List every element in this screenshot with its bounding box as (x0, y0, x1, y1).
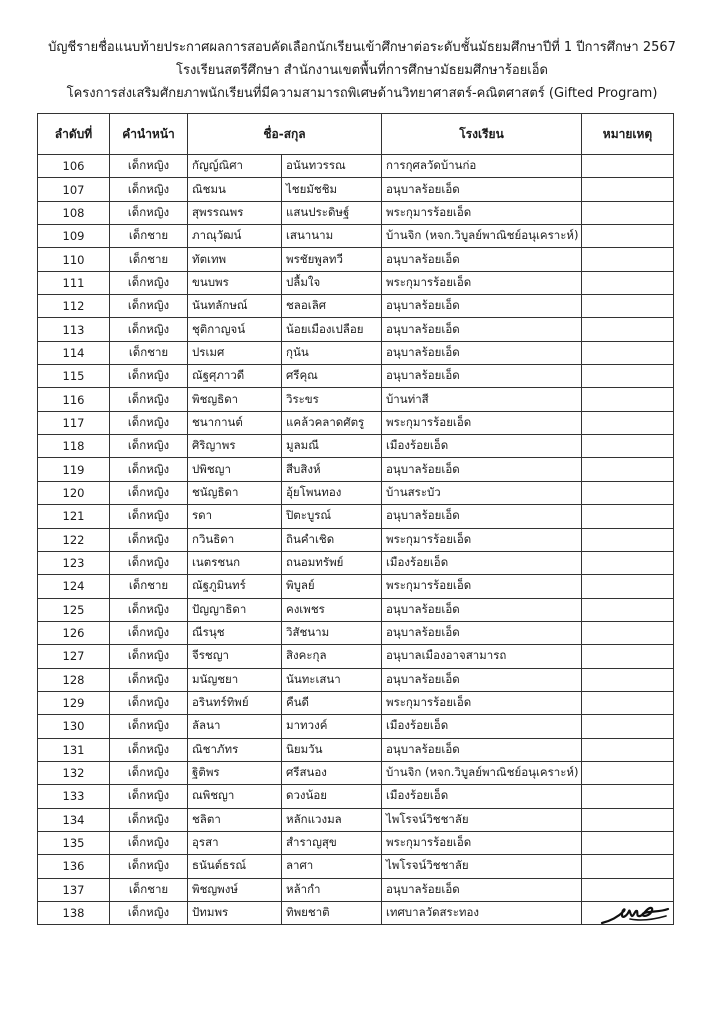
table-row (38, 201, 674, 224)
cell-last-name: ถินคำเชิด (282, 528, 382, 551)
cell-prefix: เด็กหญิง (110, 691, 188, 714)
cell-first-name: รดา (188, 505, 282, 528)
cell-school: ไพโรจน์วิชชาลัย (382, 855, 582, 878)
cell-last-name: ถนอมทรัพย์ (282, 551, 382, 574)
cell-note (582, 481, 674, 504)
cell-note (582, 761, 674, 784)
cell-prefix: เด็กชาย (110, 878, 188, 901)
cell-last-name: คืนดี (282, 691, 382, 714)
cell-last-name: มูลมณี (282, 435, 382, 458)
table-row (38, 225, 674, 248)
cell-note (582, 178, 674, 201)
cell-note (582, 318, 674, 341)
cell-prefix: เด็กหญิง (110, 295, 188, 318)
table-row (38, 295, 674, 318)
table-row (38, 621, 674, 644)
cell-last-name: ทิพยชาติ (282, 902, 382, 925)
cell-first-name: ปพิชญา (188, 458, 282, 481)
cell-prefix: เด็กชาย (110, 248, 188, 271)
cell-prefix: เด็กหญิง (110, 481, 188, 504)
cell-school: อนุบาลร้อยเอ็ด (382, 598, 582, 621)
cell-first-name: ปัทมพร (188, 902, 282, 925)
cell-no: 134 (38, 808, 110, 831)
table-row (38, 575, 674, 598)
cell-school: อนุบาลร้อยเอ็ด (382, 621, 582, 644)
cell-prefix: เด็กหญิง (110, 598, 188, 621)
cell-school: อนุบาลร้อยเอ็ด (382, 365, 582, 388)
table-row (38, 505, 674, 528)
cell-no: 126 (38, 621, 110, 644)
table-row (38, 341, 674, 364)
cell-prefix: เด็กหญิง (110, 831, 188, 854)
table-row (38, 388, 674, 411)
cell-school: อนุบาลร้อยเอ็ด (382, 458, 582, 481)
cell-no: 130 (38, 715, 110, 738)
cell-first-name: ณิชาภัทร (188, 738, 282, 761)
cell-no: 127 (38, 645, 110, 668)
cell-last-name: อนันทวรรณ (282, 155, 382, 178)
cell-no: 119 (38, 458, 110, 481)
cell-note (582, 785, 674, 808)
table-row (38, 785, 674, 808)
cell-no: 120 (38, 481, 110, 504)
cell-school: อนุบาลร้อยเอ็ด (382, 178, 582, 201)
cell-note (582, 435, 674, 458)
cell-prefix: เด็กหญิง (110, 785, 188, 808)
document-header (0, 36, 724, 105)
student-roster-table (37, 113, 674, 925)
table-row (38, 365, 674, 388)
cell-no: 122 (38, 528, 110, 551)
cell-prefix: เด็กหญิง (110, 738, 188, 761)
cell-school: พระกุมารร้อยเอ็ด (382, 575, 582, 598)
cell-first-name: ณพิชญา (188, 785, 282, 808)
table-row (38, 715, 674, 738)
cell-last-name: สีบสิงห์ (282, 458, 382, 481)
cell-note (582, 598, 674, 621)
school-name: โรงเรียนสตรีศึกษา สำนักงานเขตพื้นที่การศึกษามัธยมศึกษาร้อยเอ็ด (176, 63, 548, 78)
cell-last-name: ศรีคุณ (282, 365, 382, 388)
cell-school: อนุบาลร้อยเอ็ด (382, 505, 582, 528)
cell-prefix: เด็กหญิง (110, 178, 188, 201)
cell-last-name: แสนประดิษฐ์ (282, 201, 382, 224)
cell-note (582, 551, 674, 574)
cell-note (582, 341, 674, 364)
cell-note (582, 668, 674, 691)
cell-school: อนุบาลร้อยเอ็ด (382, 878, 582, 901)
table-row (38, 878, 674, 901)
cell-last-name: แคล้วคลาดศัตรู (282, 411, 382, 434)
cell-no: 121 (38, 505, 110, 528)
table-body (38, 155, 674, 925)
cell-last-name: หลักแวงมล (282, 808, 382, 831)
cell-no: 112 (38, 295, 110, 318)
cell-last-name: พรชัยพูลทวี (282, 248, 382, 271)
cell-school: พระกุมารร้อยเอ็ด (382, 528, 582, 551)
table-row (38, 738, 674, 761)
cell-prefix: เด็กหญิง (110, 458, 188, 481)
cell-school: เมืองร้อยเอ็ด (382, 715, 582, 738)
cell-no: 125 (38, 598, 110, 621)
cell-school: พระกุมารร้อยเอ็ด (382, 691, 582, 714)
cell-prefix: เด็กหญิง (110, 551, 188, 574)
document-title: บัญชีรายชื่อแนบท้ายประกาศผลการสอบคัดเลือกนักเรียนเข้าศึกษาต่อระดับชั้นมัธยมศึกษาปีที่ 1 ปีการศึกษา 2567 (48, 40, 676, 55)
cell-first-name: ณิชมน (188, 178, 282, 201)
cell-prefix: เด็กหญิง (110, 201, 188, 224)
cell-note (582, 528, 674, 551)
header-note: หมายเหตุ (582, 114, 674, 155)
table-row (38, 598, 674, 621)
cell-note (582, 248, 674, 271)
cell-last-name: น้อยเมืองเปลือย (282, 318, 382, 341)
cell-last-name: อุ้ยโพนทอง (282, 481, 382, 504)
cell-first-name: มนัญชยา (188, 668, 282, 691)
table-row (38, 248, 674, 271)
cell-prefix: เด็กชาย (110, 225, 188, 248)
table-row (38, 855, 674, 878)
cell-note (582, 458, 674, 481)
cell-last-name: พิบูลย์ (282, 575, 382, 598)
table-row (38, 691, 674, 714)
cell-first-name: ขนบพร (188, 271, 282, 294)
cell-note (582, 645, 674, 668)
cell-last-name: สำราญสุข (282, 831, 382, 854)
cell-note (582, 295, 674, 318)
cell-prefix: เด็กหญิง (110, 902, 188, 925)
cell-prefix: เด็กหญิง (110, 645, 188, 668)
cell-no: 106 (38, 155, 110, 178)
cell-prefix: เด็กหญิง (110, 271, 188, 294)
cell-prefix: เด็กหญิง (110, 365, 188, 388)
table-row (38, 831, 674, 854)
cell-school: พระกุมารร้อยเอ็ด (382, 201, 582, 224)
cell-no: 137 (38, 878, 110, 901)
table-row (38, 271, 674, 294)
cell-first-name: เนตรชนก (188, 551, 282, 574)
cell-first-name: ชุติกาญจน์ (188, 318, 282, 341)
cell-first-name: กวินธิดา (188, 528, 282, 551)
cell-last-name: วิสัชนาม (282, 621, 382, 644)
cell-school: พระกุมารร้อยเอ็ด (382, 411, 582, 434)
cell-school: เมืองร้อยเอ็ด (382, 435, 582, 458)
header-no: ลำดับที่ (38, 114, 110, 155)
cell-school: เทศบาลวัดสระทอง (382, 902, 582, 925)
cell-no: 110 (38, 248, 110, 271)
cell-school: อนุบาลร้อยเอ็ด (382, 248, 582, 271)
table-row (38, 808, 674, 831)
cell-note (582, 855, 674, 878)
table-row (38, 645, 674, 668)
cell-prefix: เด็กหญิง (110, 808, 188, 831)
cell-school: พระกุมารร้อยเอ็ด (382, 271, 582, 294)
table-row (38, 178, 674, 201)
cell-last-name: ลาศา (282, 855, 382, 878)
cell-note (582, 155, 674, 178)
cell-last-name: นิยมวัน (282, 738, 382, 761)
table-row (38, 435, 674, 458)
table-row (38, 458, 674, 481)
cell-last-name: ชลอเลิศ (282, 295, 382, 318)
cell-school: ไพโรจน์วิชชาลัย (382, 808, 582, 831)
table-row (38, 318, 674, 341)
cell-school: อนุบาลร้อยเอ็ด (382, 295, 582, 318)
cell-no: 135 (38, 831, 110, 854)
cell-last-name: สิงคะกุล (282, 645, 382, 668)
cell-first-name: ณีรนุช (188, 621, 282, 644)
cell-first-name: ภาณุวัฒน์ (188, 225, 282, 248)
cell-first-name: ทัตเทพ (188, 248, 282, 271)
cell-first-name: สุพรรณพร (188, 201, 282, 224)
cell-school: บ้านจิก (หจก.วิบูลย์พาณิชย์อนุเคราะห์) (382, 761, 582, 784)
cell-first-name: อรินทร์ทิพย์ (188, 691, 282, 714)
cell-prefix: เด็กหญิง (110, 621, 188, 644)
cell-no: 115 (38, 365, 110, 388)
cell-first-name: ชนัญธิดา (188, 481, 282, 504)
cell-first-name: อุรสา (188, 831, 282, 854)
cell-first-name: ปัญญาธิดา (188, 598, 282, 621)
cell-no: 131 (38, 738, 110, 761)
cell-note (582, 715, 674, 738)
cell-no: 107 (38, 178, 110, 201)
cell-prefix: เด็กหญิง (110, 855, 188, 878)
table-row (38, 761, 674, 784)
table-row (38, 528, 674, 551)
cell-no: 109 (38, 225, 110, 248)
cell-prefix: เด็กหญิง (110, 155, 188, 178)
cell-no: 111 (38, 271, 110, 294)
cell-school: อนุบาลเมืองอาจสามารถ (382, 645, 582, 668)
cell-note (582, 831, 674, 854)
cell-last-name: วิระขร (282, 388, 382, 411)
cell-first-name: ณัฐภูมินทร์ (188, 575, 282, 598)
cell-first-name: ชลิตา (188, 808, 282, 831)
cell-no: 123 (38, 551, 110, 574)
cell-last-name: กุนัน (282, 341, 382, 364)
cell-note (582, 201, 674, 224)
cell-school: เมืองร้อยเอ็ด (382, 551, 582, 574)
cell-note (582, 365, 674, 388)
cell-last-name: ดวงน้อย (282, 785, 382, 808)
cell-no: 132 (38, 761, 110, 784)
cell-no: 128 (38, 668, 110, 691)
cell-prefix: เด็กชาย (110, 341, 188, 364)
cell-prefix: เด็กหญิง (110, 528, 188, 551)
cell-first-name: จีรชญา (188, 645, 282, 668)
cell-note (582, 225, 674, 248)
cell-school: อนุบาลร้อยเอ็ด (382, 318, 582, 341)
cell-last-name: คงเพชร (282, 598, 382, 621)
cell-note (582, 271, 674, 294)
cell-last-name: เสนานาม (282, 225, 382, 248)
cell-prefix: เด็กชาย (110, 575, 188, 598)
cell-school: การกุศลวัดบ้านก่อ (382, 155, 582, 178)
header-prefix: คำนำหน้า (110, 114, 188, 155)
cell-first-name: นันทลักษณ์ (188, 295, 282, 318)
cell-no: 136 (38, 855, 110, 878)
table-header-row (38, 114, 674, 155)
cell-no: 114 (38, 341, 110, 364)
table-row (38, 668, 674, 691)
cell-no: 133 (38, 785, 110, 808)
cell-prefix: เด็กหญิง (110, 318, 188, 341)
cell-first-name: พิชญพงษ์ (188, 878, 282, 901)
cell-school: อนุบาลร้อยเอ็ด (382, 668, 582, 691)
cell-last-name: ไชยมัชชิม (282, 178, 382, 201)
cell-no: 116 (38, 388, 110, 411)
cell-prefix: เด็กหญิง (110, 761, 188, 784)
cell-note (582, 411, 674, 434)
cell-note (582, 738, 674, 761)
cell-note (582, 691, 674, 714)
cell-first-name: ปรเมศ (188, 341, 282, 364)
cell-prefix: เด็กหญิง (110, 388, 188, 411)
cell-first-name: ธนันต์ธรณ์ (188, 855, 282, 878)
cell-note (582, 621, 674, 644)
program-name: โครงการส่งเสริมศักยภาพนักเรียนที่มีความสามารถพิเศษด้านวิทยาศาสตร์-คณิตศาสตร์ (Gifted Program) (66, 86, 658, 101)
cell-no: 138 (38, 902, 110, 925)
cell-note (582, 505, 674, 528)
cell-last-name: มาทวงค์ (282, 715, 382, 738)
table-row (38, 551, 674, 574)
header-school: โรงเรียน (382, 114, 582, 155)
cell-prefix: เด็กหญิง (110, 668, 188, 691)
table-row (38, 902, 674, 925)
cell-school: อนุบาลร้อยเอ็ด (382, 738, 582, 761)
cell-school: บ้านสระบัว (382, 481, 582, 504)
cell-no: 124 (38, 575, 110, 598)
table-row (38, 481, 674, 504)
cell-prefix: เด็กหญิง (110, 505, 188, 528)
cell-no: 129 (38, 691, 110, 714)
cell-prefix: เด็กหญิง (110, 411, 188, 434)
cell-first-name: ลัลนา (188, 715, 282, 738)
cell-last-name: หล้ากำ (282, 878, 382, 901)
cell-note (582, 808, 674, 831)
cell-note (582, 388, 674, 411)
cell-last-name: ปลื้มใจ (282, 271, 382, 294)
cell-school: บ้านท่าสี (382, 388, 582, 411)
cell-school: บ้านจิก (หจก.วิบูลย์พาณิชย์อนุเคราะห์) (382, 225, 582, 248)
cell-prefix: เด็กหญิง (110, 435, 188, 458)
cell-last-name: นันทะเสนา (282, 668, 382, 691)
table-row (38, 411, 674, 434)
cell-first-name: ชนากานต์ (188, 411, 282, 434)
cell-note (582, 575, 674, 598)
signature-image (600, 895, 670, 935)
cell-last-name: ปิตะบูรณ์ (282, 505, 382, 528)
cell-school: เมืองร้อยเอ็ด (382, 785, 582, 808)
cell-school: อนุบาลร้อยเอ็ด (382, 341, 582, 364)
cell-first-name: กัญญ์ณิศา (188, 155, 282, 178)
table-row (38, 155, 674, 178)
cell-last-name: ศรีสนอง (282, 761, 382, 784)
cell-first-name: ณัฐศุภาวดี (188, 365, 282, 388)
cell-first-name: ศิริญาพร (188, 435, 282, 458)
header-fullname: ชื่อ-สกุล (188, 114, 382, 155)
cell-first-name: พิชญธิดา (188, 388, 282, 411)
cell-first-name: ฐิติพร (188, 761, 282, 784)
cell-school: พระกุมารร้อยเอ็ด (382, 831, 582, 854)
cell-prefix: เด็กหญิง (110, 715, 188, 738)
cell-no: 118 (38, 435, 110, 458)
cell-no: 108 (38, 201, 110, 224)
cell-no: 117 (38, 411, 110, 434)
cell-no: 113 (38, 318, 110, 341)
